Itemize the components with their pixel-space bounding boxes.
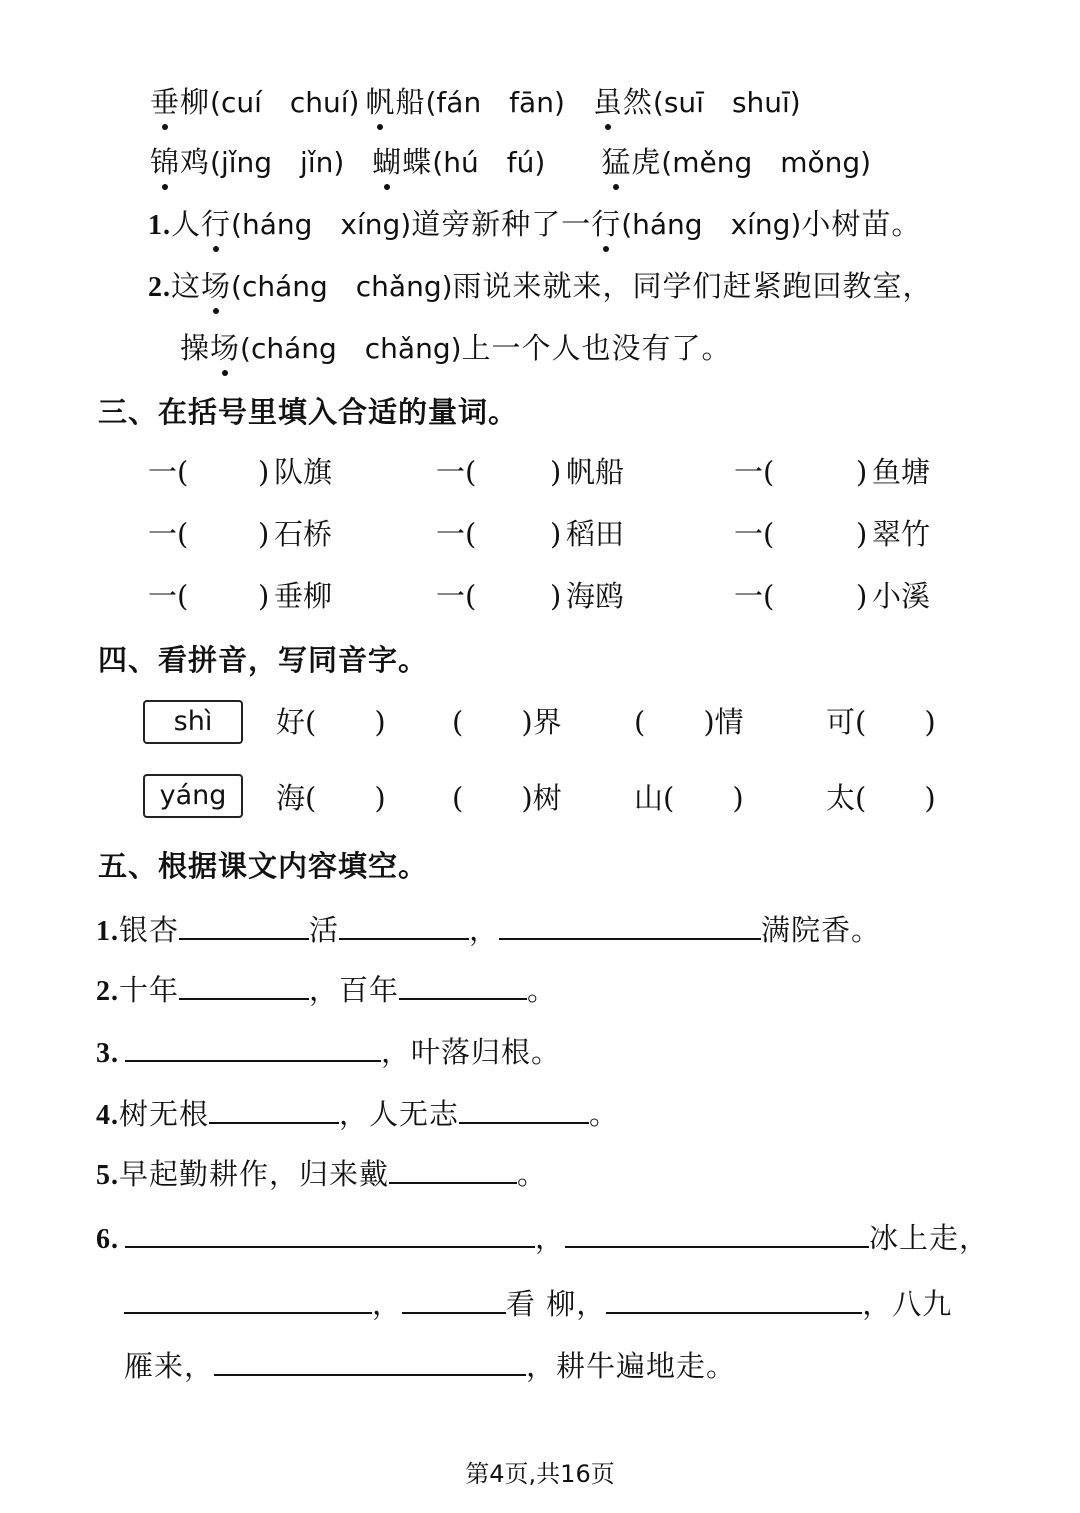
grid-prefix: 一( <box>148 517 189 551</box>
answer-blank[interactable] <box>209 1092 339 1124</box>
text: ， <box>469 913 500 947</box>
text: ，叶落归根。 <box>381 1035 562 1069</box>
grid-close: ) <box>856 517 868 551</box>
answer-blank[interactable] <box>179 968 309 1000</box>
fill-question-2 <box>96 968 557 1012</box>
grid-close: ) <box>258 455 270 489</box>
word-fanchuan <box>365 85 564 119</box>
grid-noun: 垂柳 <box>274 579 333 613</box>
text: 。 <box>589 1097 620 1131</box>
dotted-char: 虽 <box>593 82 623 122</box>
pinyin-choice: (hú fú) <box>432 146 546 179</box>
answer-blank[interactable] <box>499 908 761 940</box>
grid-close: ) <box>550 579 562 613</box>
section-3-title: 三、在括号里填入合适的量词。 <box>98 395 519 429</box>
grid-prefix: 一( <box>734 455 775 489</box>
word-char: 船 <box>395 85 426 119</box>
text: 上一个人也没有了。 <box>461 331 732 365</box>
word-suiran <box>593 85 801 119</box>
word-char: 虎 <box>631 145 662 179</box>
pinyin-choice: (háng xíng) <box>231 208 412 241</box>
text: ，百年 <box>309 973 400 1007</box>
word-hudie <box>372 145 545 179</box>
word-row-1 <box>150 82 801 123</box>
answer-blank[interactable] <box>399 968 527 1000</box>
answer-blank[interactable] <box>402 1282 506 1314</box>
question-number: 1. <box>148 210 171 241</box>
text: ， <box>535 1221 566 1255</box>
grid-noun: 帆船 <box>566 455 625 489</box>
text: 操 <box>180 331 211 365</box>
answer-blank[interactable] <box>179 908 309 940</box>
fill-question-1 <box>96 908 881 952</box>
text: 这 <box>171 269 202 303</box>
grid-noun: 队旗 <box>274 455 333 489</box>
homophone-item: ( )树 <box>452 781 562 815</box>
text: ，耕牛遍地走。 <box>526 1349 737 1383</box>
word-char: 然 <box>622 85 653 119</box>
grid-noun: 小溪 <box>872 579 931 613</box>
homophone-item: 海( ) <box>276 781 386 815</box>
answer-blank[interactable] <box>565 1216 869 1248</box>
dotted-char: 帆 <box>365 82 395 122</box>
sentence-1 <box>148 204 921 246</box>
grid-close: ) <box>550 517 562 551</box>
question-number: 1. <box>96 916 119 947</box>
dotted-char: 猛 <box>601 142 631 182</box>
section-5-title: 五、根据课文内容填空。 <box>98 849 429 883</box>
text: 满院香。 <box>761 913 882 947</box>
text: 银杏 <box>119 913 180 947</box>
pinyin-choice: (měng mǒng) <box>661 146 872 179</box>
homophone-item: 好( ) <box>276 705 386 739</box>
fill-question-6-line-2 <box>124 1282 952 1324</box>
text: 小树苗。 <box>801 207 922 241</box>
text: ，人无志 <box>339 1097 460 1131</box>
answer-blank[interactable] <box>125 1216 535 1248</box>
grid-noun: 翠竹 <box>872 517 931 551</box>
dotted-char: 场 <box>201 266 231 306</box>
grid-prefix: 一( <box>148 579 189 613</box>
pinyin-choice: (cháng chǎng) <box>231 270 453 303</box>
answer-blank[interactable] <box>459 1092 589 1124</box>
answer-blank[interactable] <box>606 1282 862 1314</box>
text: ， <box>372 1287 403 1321</box>
grid-prefix: 一( <box>734 517 775 551</box>
fill-question-5 <box>96 1152 547 1196</box>
fill-question-6-line-1 <box>96 1216 989 1260</box>
homophone-item: 可( ) <box>826 705 936 739</box>
text: 树无根 <box>119 1097 210 1131</box>
pinyin-choice: (cuí chuí) <box>210 86 360 119</box>
text: 雁来， <box>124 1349 215 1383</box>
pinyin-choice: (cháng chǎng) <box>240 332 462 365</box>
pinyin-choice: (fán fān) <box>425 86 565 119</box>
word-char: 鸡 <box>180 145 211 179</box>
grid-close: ) <box>856 455 868 489</box>
word-jinji <box>150 145 344 179</box>
fill-question-4 <box>96 1092 619 1136</box>
grid-prefix: 一( <box>148 455 189 489</box>
word-chuiliu <box>150 85 359 119</box>
homophone-item: ( )界 <box>452 705 562 739</box>
text: 早起勤耕作，归来戴 <box>119 1157 390 1191</box>
text: 道旁新种了一 <box>411 207 592 241</box>
sentence-2 <box>148 266 933 308</box>
question-number: 5. <box>96 1160 119 1191</box>
sentence-3 <box>180 328 732 369</box>
grid-close: ) <box>856 579 868 613</box>
answer-blank[interactable] <box>125 1030 381 1062</box>
question-number: 2. <box>148 272 171 303</box>
dotted-char: 场 <box>210 328 240 368</box>
text: ，八九 <box>862 1287 953 1321</box>
dotted-char: 行 <box>201 204 231 244</box>
fill-question-6-line-3 <box>124 1344 736 1386</box>
grid-prefix: 一( <box>436 579 477 613</box>
homophone-item: 太( ) <box>826 781 936 815</box>
dotted-char: 垂 <box>150 82 180 122</box>
grid-noun: 海鸥 <box>566 579 625 613</box>
text: 。 <box>527 973 558 1007</box>
question-number: 6. <box>96 1224 119 1255</box>
grid-close: ) <box>258 517 270 551</box>
text: 看 柳， <box>506 1287 607 1321</box>
grid-noun: 石桥 <box>274 517 333 551</box>
text: 。 <box>517 1157 548 1191</box>
question-number: 4. <box>96 1100 119 1131</box>
dotted-char: 蝴 <box>372 142 402 182</box>
grid-close: ) <box>258 579 270 613</box>
word-char: 柳 <box>180 85 211 119</box>
homophone-item: ( )情 <box>634 705 744 739</box>
answer-blank[interactable] <box>339 908 469 940</box>
pinyin-choice: (jǐng jǐn) <box>210 146 345 179</box>
grid-prefix: 一( <box>436 517 477 551</box>
grid-close: ) <box>550 455 562 489</box>
dotted-char: 锦 <box>150 142 180 182</box>
pinyin-choice: (suī shuī) <box>652 86 801 119</box>
section-4-title: 四、看拼音，写同音字。 <box>98 643 429 677</box>
answer-blank[interactable] <box>389 1152 517 1184</box>
text: 雨说来就来，同学们赶紧跑回教室， <box>452 269 933 303</box>
grid-prefix: 一( <box>436 455 477 489</box>
pinyin-box-shi: shì <box>143 700 243 744</box>
pinyin-choice: (háng xíng) <box>621 208 802 241</box>
word-row-2 <box>150 142 871 183</box>
text: 人 <box>171 207 202 241</box>
text: 活 <box>309 913 340 947</box>
dotted-char: 行 <box>591 204 621 244</box>
text: 冰上走， <box>869 1221 990 1255</box>
word-char: 蝶 <box>402 145 433 179</box>
grid-noun: 鱼塘 <box>872 455 931 489</box>
text: 十年 <box>119 973 180 1007</box>
answer-blank[interactable] <box>124 1282 372 1314</box>
question-number: 2. <box>96 976 119 1007</box>
answer-blank[interactable] <box>214 1344 526 1376</box>
grid-noun: 稻田 <box>566 517 625 551</box>
homophone-item: 山( ) <box>634 781 744 815</box>
pinyin-box-yang: yáng <box>143 774 243 818</box>
grid-prefix: 一( <box>734 579 775 613</box>
page-number: 第4页,共16页 <box>465 1460 615 1488</box>
word-menghu <box>601 145 871 179</box>
question-number: 3. <box>96 1038 119 1069</box>
fill-question-3 <box>96 1030 561 1074</box>
